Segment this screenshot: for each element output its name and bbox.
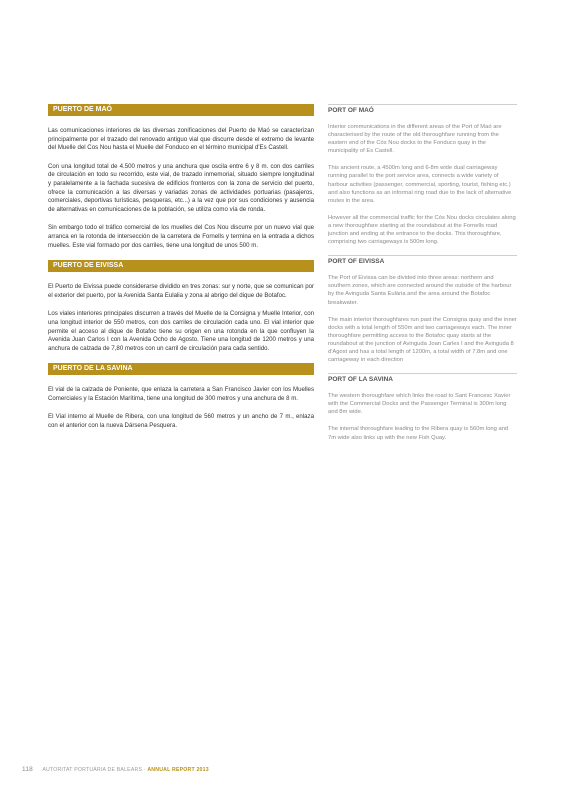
footer-org: AUTORITAT PORTUÀRIA DE BALEARS — [42, 767, 143, 773]
spanish-column — [48, 104, 314, 441]
section-savina-es — [48, 363, 314, 430]
paragraph: This ancient route, a 4500m long and 6-8m wide dual carriageway running parallel to the port service area, connects a wide variety of harbour activities (passenger, commercial, sporting, tourist, fishing etc.) and also functions as an informal ring road due to the lack of alternative routes in the area. — [328, 165, 512, 204]
page-footer — [22, 766, 209, 773]
section-savina-en — [328, 373, 517, 441]
page-number: 118 — [22, 766, 33, 773]
paragraph: El Vial interno al Muelle de Ribera, con una longitud de 560 metros y un ancho de 7 m., enlaza con el anterior con la nueva Dársena Pesquera. — [48, 413, 314, 430]
paragraph: The western thoroughfare which links the road to Sant Francesc Xavier with the Commercial Docks and the Passenger Terminal is 300m long and 8m wide. — [328, 393, 511, 416]
paragraph: Con una longitud total de 4.500 metros y una anchura que oscila entre 6 y 8 m. con dos carriles de circulación en todo su recorrido, este vial, de trazado inmemorial, situado siempre longitudinal y paralelamente a la fachada sucesiva de edificios fronteros con la zona de servicio del puerto, ofrece la comunicación a las diversas y variadas zonas de actividades portuarias (pasajeros, comerciales, deportivas turísticas, pesqueras, etc...) a la vez que por sus condiciones y ausencia de alternativas en comunicaciones de la población, se utiliza como vía de ronda. — [48, 162, 314, 213]
english-column — [328, 104, 517, 451]
section-heading: PORT OF MAÓ — [328, 104, 517, 117]
paragraph: Los viales interiores principales discurren a través del Muelle de la Consigna y Muelle Interior, con una longitud interior de 550 metros, con dos carriles de circulación cada uno. El vial interior que permite el acceso al dique de Botafoc tiene su origen en una rotonda en la que confluyen la Avenida Juan Carlos I con la Avenida Ocho de Agosto. Tiene una longitud de 1200 metros y una anchura de calzada de 7,80 metros con un carril de circulación para cada sentido. — [48, 310, 314, 352]
section-eivissa-en — [328, 255, 517, 364]
section-eivissa-es — [48, 260, 314, 353]
section-heading: PUERTO DE EIVISSA — [48, 260, 314, 272]
footer-separator: · — [143, 767, 146, 773]
paragraph: The internal thoroughfare leading to the Ribera quay is 560m long and 7m wide also links up with the new Fish Quay. — [328, 426, 509, 441]
paragraph: The main interior thoroughfares run past the Consigna quay and the inner docks with a total length of 550m and two carriageways each. The inner thoroughfare permitting access to the Botafoc quay starts at the roundabout at the junction of Avinguda Joan Carles I and the Avinguda 8 d'Agost and has a total length of 1200m, a total width of 7.8m and one carriageway in each direction — [328, 316, 517, 364]
paragraph: Interior communications in the different areas of the Port of Maó are characterised by the route of the old thoroughfare running from the eastern end of the Cós Nou docks to the Fonduco quay in the municipality of Es Castell. — [328, 124, 502, 155]
section-mao-en — [328, 104, 517, 246]
paragraph: El vial de la calzada de Poniente, que enlaza la carretera a San Francisco Javier con los Muelles Comerciales y la Estación Marítima, tiene una longitud de 300 metros y una anchura de 8 m. — [48, 386, 314, 402]
paragraph: The Port of Eivissa can be divided into three areas: northern and southern zones, which are connected around the outside of the harbour by the Avinguda Santa Eulària and the area around the Botafoc breakwater. — [328, 275, 512, 306]
paragraph: El Puerto de Eivissa puede considerarse dividido en tres zonas: sur y norte, que se comunican por el exterior del puerto, por la Avenida Santa Eulalia y zona al abrigo del dique de Botafoc. — [48, 283, 314, 299]
section-mao-es — [48, 104, 314, 250]
footer-report-title: ANNUAL REPORT 2013 — [147, 767, 209, 773]
section-heading: PORT OF LA SAVINA — [328, 373, 517, 386]
paragraph: However all the commercial traffic for the Cós Nou docks circulates along a new thoroughfare starting at the roundabout at the Fornells road junction and ending at the entrance to the docks. This thoroughfare, comprising two carriageways is 500m long. — [328, 214, 516, 246]
section-heading: PUERTO DE MAÓ — [48, 104, 314, 116]
paragraph: Las comunicaciones interiores de las diversas zonificaciones del Puerto de Maó se caracterizan principalmente por el trazado del renovado antiguo vial que discurre desde el extremo de levante del Muelle del Cos Nou hasta el Muelle del Fonduco en el término municipal d'Es Castell. — [48, 127, 314, 152]
section-heading: PUERTO DE LA SAVINA — [48, 363, 314, 375]
paragraph: Sin embargo todo el tráfico comercial de los muelles del Cos Nou discurre por un nuevo vial que arranca en la rotonda de intersección de la carretera de Fornells y termina en la entrada a dichos muelles. Este vial formado por dos carriles, tiene una longitud de unos 500 m. — [48, 224, 314, 249]
section-heading: PORT OF EIVISSA — [328, 255, 517, 268]
